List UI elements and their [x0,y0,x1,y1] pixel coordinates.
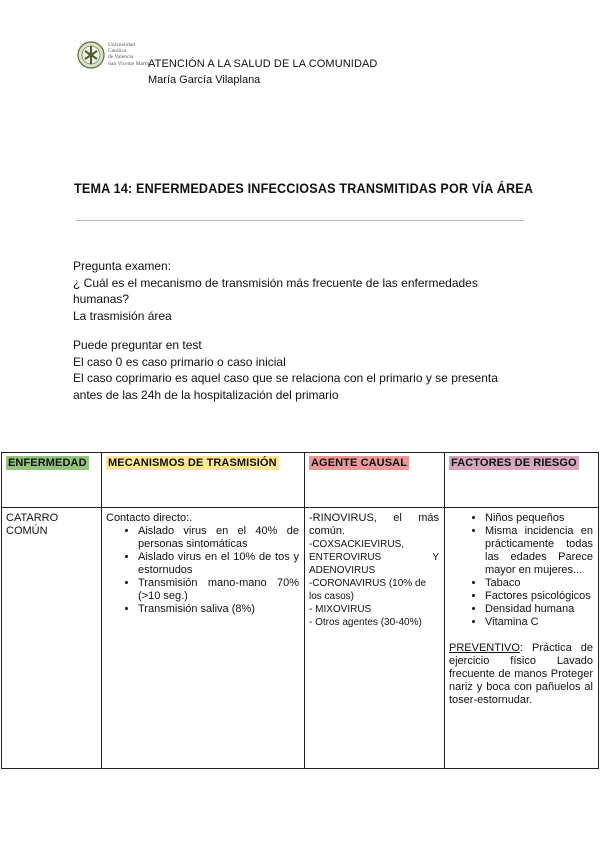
exam-question-line: humanas? [73,292,130,306]
list-item: • Aislado virus en el 10% de tos y estornudos [138,551,299,577]
cell-agente [305,508,445,769]
agent-line: - Otros agentes (30-40%) [309,617,422,628]
mechanism-list [106,525,299,616]
table-header-row [2,453,599,508]
logo-line: San Vicente Mártir [108,60,150,67]
list-item: • Transmisión mano-mano 70% (>10 seg.) [138,577,299,603]
header-enfermedad: ENFERMEDAD [8,457,87,469]
list-item: • Densidad humana [485,603,593,616]
risk-factor-list [449,512,593,629]
cell-enfermedad [2,508,102,769]
agent-line: ENTEROVIRUS Y ADENOVIRUS [309,552,439,576]
agent-line: - MIXOVIRUS [309,604,372,615]
list-item: • Tabaco [485,577,593,590]
disease-name: COMÚN [6,525,48,537]
preventive-label: PREVENTIVO [449,642,520,654]
test-note-line: El caso coprimario es aquel caso que se relaciona con el primario y se presenta [73,371,498,385]
cell-mecanismos [102,508,305,769]
course-title: ATENCIÓN A LA SALUD DE LA COMUNIDAD [148,58,378,70]
list-item: • Aislado virus en el 40% de personas sintomáticas [138,525,299,551]
header-cell-factores [445,453,599,508]
agent-line: -RINOVIRUS, el más común. [309,512,439,537]
list-item: • Factores psicológicos [485,590,593,603]
logo-line: de Valencia [108,54,134,61]
header-agente: AGENTE CAUSAL [311,457,408,469]
header-cell-agente [305,453,445,508]
exam-label: Pregunta examen: [73,259,172,273]
list-item: • Vitamina C [485,616,593,629]
preventive-note [449,642,593,707]
document-header [76,38,556,88]
header-cell-mecanismos [102,453,305,508]
exam-question-block [73,258,523,324]
header-factores: FACTORES DE RIESGO [451,457,577,469]
mechanism-intro: Contacto directo:. [106,512,193,524]
logo-line: Católica [108,48,127,55]
exam-answer: La trasmisión área [73,308,172,323]
header-cell-enfermedad [2,453,102,508]
list-item: • Transmisión saliva (8%) [138,603,299,616]
agent-line: -CORONAVIRUS (10% de los casos) [309,578,427,602]
test-label: Puede preguntar en test [73,338,202,352]
cell-factores [445,508,599,769]
exam-question-line: ¿ Cuál es el mecanismo de transmisión más frecuente de las enfermedades [73,275,478,290]
author-name: María García Vilaplana [148,74,261,86]
header-mecanismos: MECANISMOS DE TRASMISIÓN [108,457,277,469]
disease-table [1,452,599,769]
test-notes-block [73,337,523,403]
university-logo [76,38,148,72]
test-note-line: antes de las 24h de la hospitalización del primario [73,387,339,402]
test-note-line: El caso 0 es caso primario o caso inicial [73,354,286,369]
logo-text [108,42,150,67]
agent-line: -COXSACKIEVIRUS, [309,539,405,550]
table-row [2,508,599,769]
list-item: • Niños pequeños [485,512,593,525]
university-crest-icon [76,38,106,72]
title-divider [76,220,524,221]
page-title: TEMA 14: ENFERMEDADES INFECCIOSAS TRANSMITIDAS POR VÍA ÁREA [74,180,534,196]
preventive-text: : Práctica de ejercicio físico Lavado frecuente de manos Proteger nariz y boca con pañuelos al toser-estornudar. [449,642,593,706]
disease-name: CATARRO [6,512,59,524]
logo-line: Universidad [108,42,135,48]
list-item: • Misma incidencia en prácticamente todas las edades Parece mayor en mujeres... [485,525,593,577]
